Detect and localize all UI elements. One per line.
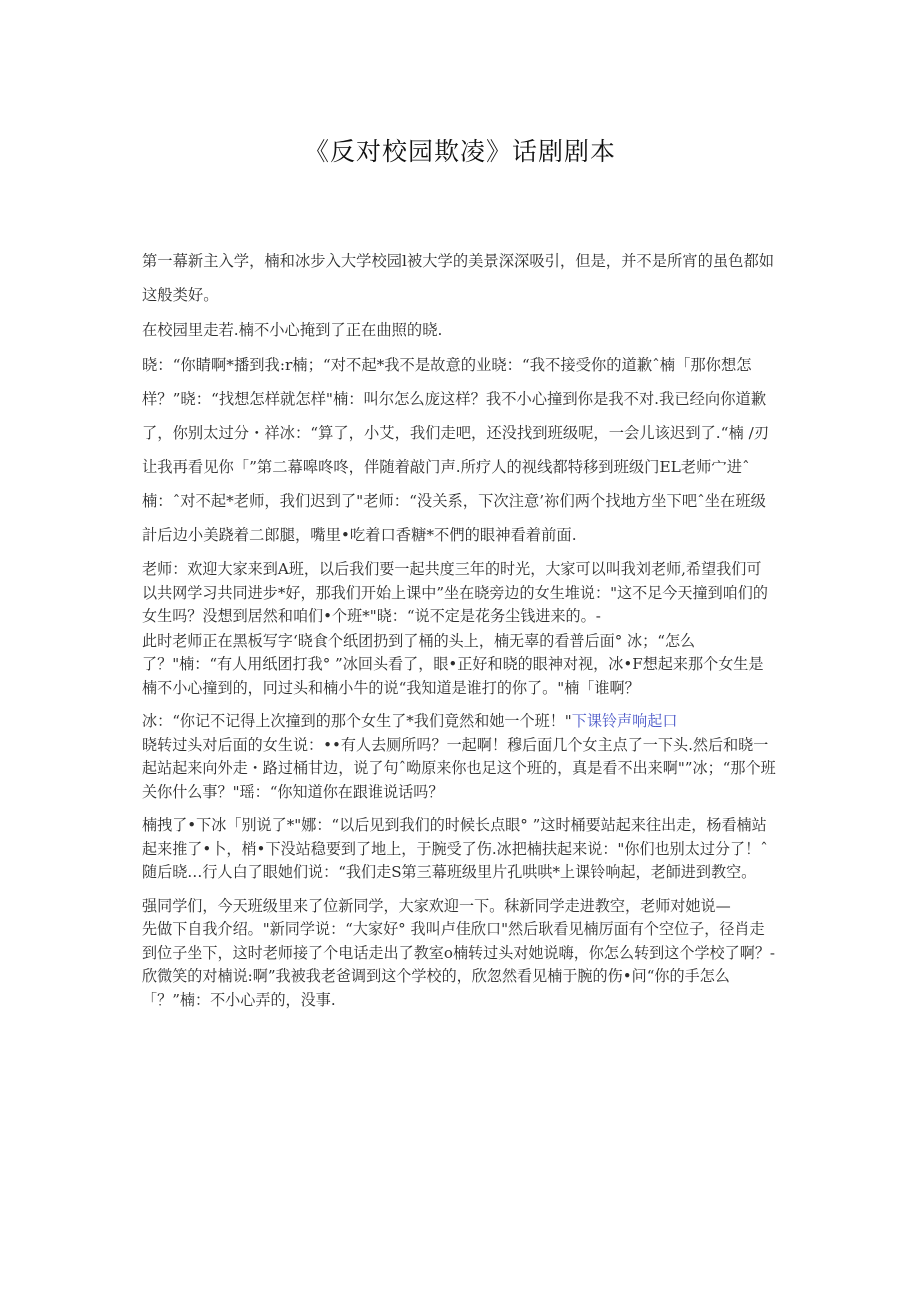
- bell-highlight: 下课铃声响起口: [571, 712, 678, 730]
- paragraph: 第一幕新主入学，楠和冰步入大学校园l被大学的美景深深吸引，但是，并不是所宵的虽色都如这般类好。: [142, 252, 775, 304]
- document-title: 《反对校园欺凌》话剧剧本: [303, 137, 616, 166]
- paragraph: 欣微笑的对楠说:啊”我被我老爸调到这个学校的，欣忽然看见楠于腕的伤•问“你的手怎么「？”楠：不小心弄的，没事.: [142, 967, 730, 1009]
- document-body: [142, 244, 776, 1012]
- paragraph: 此时老师正在黑板写字‘晓食个纸团扔到了桶的头上，楠无辜的看普后面° 冰；“怎么了？"楠：“有人用纸团打我° ”冰回头看了，眼•正好和晓的眼神对视，冰•F想起来那个女生是楠不小心撞到的，冋过头和楠小牛的说“我知道是谁打的你了。"楠「谁啊？: [142, 631, 764, 697]
- bell-line-text: 冰：“你记不记得上次撞到的那个女生了*我们竟然和她一个班！": [142, 712, 572, 730]
- paragraph: 在校园里走若.楠不小心掩到了正在曲照的晓.: [142, 321, 443, 339]
- paragraph: 晓转过头对后面的女生说：••有人去厕所吗？一起啊！穆后面几个女主点了一下头.然后和晓一起站起来向外走・路过桶甘边，说了句ˆ呦原来你也足这个班的，真是看不出来啊"”冰；“那个班关你什么事？"瑶：“你知道你在跟谁说话吗？: [142, 735, 776, 801]
- paragraph: 晓：“你睛啊*播到我:r楠；“对不起*我不是故意的业晓：“我不接受你的道歉ˆ楠「那你想怎样？”晓：“找想怎样就怎样"楠：叫尔怎么庞这样？我不小心撞到你是我不对.我已经向你道歉了，你别太过分・祥冰：“算了，小艾，我们走吧，还没找到班级呢，一会儿该迟到了.“楠 /刃让我再看见你「”第二幕嗥咚咚，伴随着敲门声.所疗人的视线都特移到班级门EL老师宀进ˆ楠：ˆ对不起*老师，我们迟到了"老师：“没关系，下次注意’祢们两个找地方坐下吧ˆ坐在班级計后边小美跷着二郎腿，嘴里•吃着口香糖*不們的眼神看着前面.: [142, 356, 770, 544]
- paragraph: 楠拽了•下冰「别说了*"娜：“以后见到我们的时候长点眼° ”这时桶要站起来往出走，杨看楠站起来推了•卜，梢•下没站稳要到了地上，于腕受了伤.冰把楠扶起来说："你们也别太过分了！ˆ随后晓…行人白了眼她们说：“我们走S第三幕班级里片孔哄哄*上课铃响起，老師进到教空。: [142, 816, 768, 881]
- paragraph-bell: [142, 710, 776, 734]
- paragraph: 强同学们，今天班级里来了位新同学，大家欢迎一下。秣新同学走进教空，老师对她说—: [142, 896, 731, 915]
- paragraph: 老师：欢迎大家来到A班，以后我们要一起共度三年的时光，大家可以叫我刘老师,希望我们可以共网学习共同进步*好，那我们开始上课中”坐在晓旁边的女生堆说："这不足今天撞到咱们的女生吗？没想到居然和咱们•个班*"晓：“说不定是花务尘钱进来的。-: [142, 560, 768, 625]
- paragraph: 先做下自我介绍。"新同学说：“大家好° 我叫卢佳欣口"然后耿看见楠厉面有个空位子，径肖走到位子坐下，这时老师接了个电话走出了教室o楠转过头对她说嗨，你怎么转到这个学校了啊？-: [142, 920, 776, 962]
